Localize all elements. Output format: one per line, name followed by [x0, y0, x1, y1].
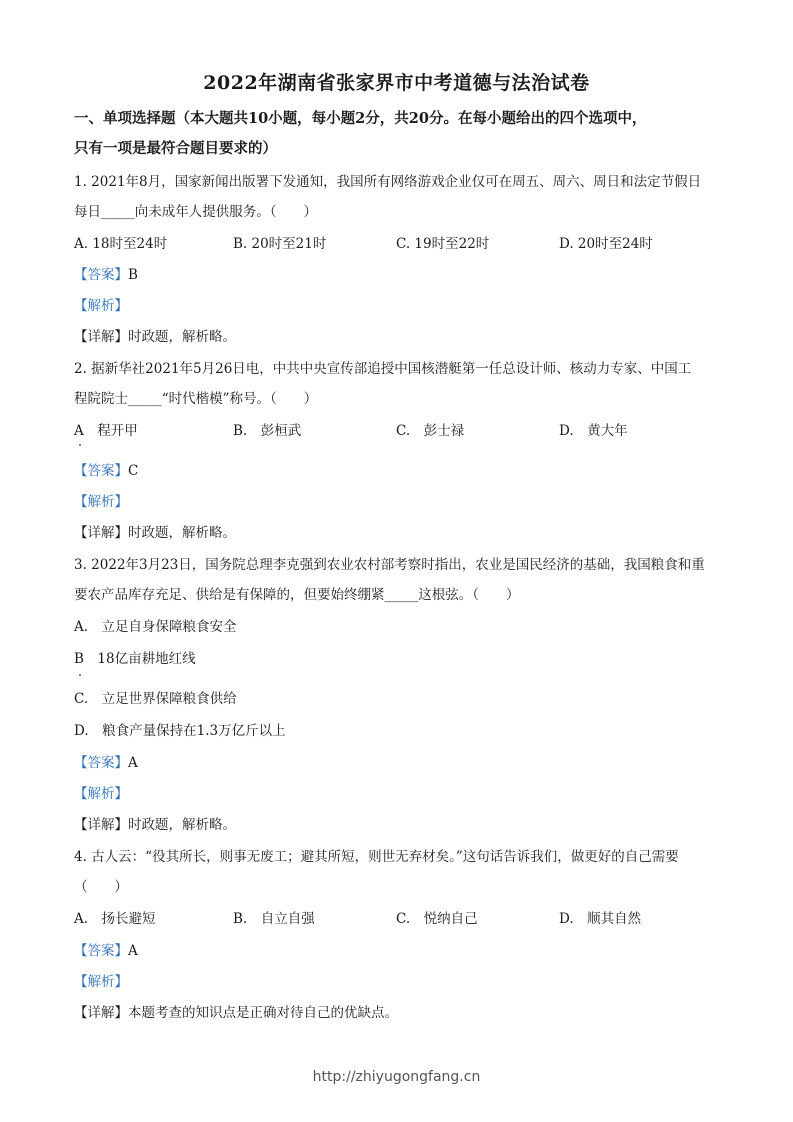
answer-label: 【答案】	[74, 267, 128, 283]
section-heading-line1: 一、单项选择题（本大题共10小题，每小题2分，共20分。在每小题给出的四个选项中，	[74, 110, 647, 127]
q2-answer	[74, 462, 138, 480]
scan-dot	[79, 674, 81, 676]
q3-option-a: A. 立足自身保障粮食安全	[74, 619, 237, 635]
q3-answer	[74, 754, 138, 772]
q1-stem-line2: 每日_____向未成年人提供服务。（ ）	[74, 204, 317, 220]
q1-stem-line1: 1. 2021年8月，国家新闻出版署下发通知，我国所有网络游戏企业仅可在周五、周六、周日和法定节假日	[74, 174, 702, 190]
q1-option-b: B. 20时至21时	[233, 236, 327, 252]
analysis-label: 【解析】	[74, 298, 128, 314]
q4-option-b: B. 自立自强	[233, 911, 315, 927]
q4-detail-text: 本题考查的知识点是正确对待自己的优缺点。	[128, 1005, 398, 1021]
q2-detail-text: 时政题，解析略。	[128, 525, 236, 541]
q3-stem-line1: 3. 2022年3月23日，国务院总理李克强到农业农村部考察时指出，农业是国民经济的基础，我国粮食和重	[74, 557, 705, 573]
scan-dot	[79, 444, 81, 446]
q3-analysis	[74, 785, 128, 803]
q1-option-d: D. 20时至24时	[559, 236, 653, 252]
q4-analysis	[74, 973, 128, 991]
q3-option-b: B 18亿亩耕地红线	[74, 651, 196, 667]
q1-option-c: C. 19时至22时	[396, 236, 490, 252]
detail-label: 【详解】	[74, 329, 128, 345]
q2-option-c: C. 彭士禄	[396, 423, 465, 439]
q2-analysis	[74, 493, 128, 511]
q2-stem-line2: 程院院士_____“时代楷模”称号。（ ）	[74, 391, 318, 407]
detail-label: 【详解】	[74, 1005, 128, 1021]
q3-answer-value: A	[128, 755, 138, 771]
analysis-label: 【解析】	[74, 974, 128, 990]
q2-option-b: B. 彭桓武	[233, 423, 302, 439]
q4-option-d: D. 顺其自然	[559, 911, 642, 927]
q3-detail	[74, 816, 236, 834]
q1-detail	[74, 328, 236, 346]
q1-answer-value: B	[128, 267, 138, 283]
q4-answer-value: A	[128, 943, 138, 959]
q4-stem-line1: 4. 古人云：“役其所长，则事无废工；避其所短，则世无弃材矣。”这句话告诉我们，做更好的自己需要	[74, 849, 679, 865]
detail-label: 【详解】	[74, 525, 128, 541]
q1-answer	[74, 266, 138, 284]
q4-answer	[74, 942, 138, 960]
q4-option-c: C. 悦纳自己	[396, 911, 478, 927]
answer-label: 【答案】	[74, 463, 128, 479]
analysis-label: 【解析】	[74, 494, 128, 510]
section-heading-line2: 只有一项是最符合题目要求的）	[74, 140, 277, 157]
analysis-label: 【解析】	[74, 786, 128, 802]
document-title: 2022年湖南省张家界市中考道德与法治试卷	[203, 72, 590, 94]
q2-answer-value: C	[128, 463, 139, 479]
q4-option-a: A. 扬长避短	[74, 911, 156, 927]
q4-stem-line2: （ ）	[74, 879, 128, 895]
q2-stem-line1: 2. 据新华社2021年5月26日电，中共中央宣传部追授中国核潜艇第一任总设计师、核动力专家、中国工	[74, 361, 692, 377]
footer-url[interactable]: http://zhiyugongfang.cn	[312, 1069, 481, 1085]
q2-option-a: A 程开甲	[74, 423, 138, 439]
q4-detail	[74, 1004, 398, 1022]
detail-label: 【详解】	[74, 817, 128, 833]
q3-detail-text: 时政题，解析略。	[128, 817, 236, 833]
q1-detail-text: 时政题，解析略。	[128, 329, 236, 345]
q3-stem-line2: 要农产品库存充足、供给是有保障的，但要始终绷紧_____这根弦。（ ）	[74, 587, 520, 603]
q1-analysis	[74, 297, 128, 315]
q2-option-d: D. 黄大年	[559, 423, 628, 439]
q1-option-a: A. 18时至24时	[74, 236, 168, 252]
answer-label: 【答案】	[74, 755, 128, 771]
q3-option-d: D. 粮食产量保持在1.3万亿斤以上	[74, 723, 286, 739]
q3-option-c: C. 立足世界保障粮食供给	[74, 691, 237, 707]
answer-label: 【答案】	[74, 943, 128, 959]
q2-detail	[74, 524, 236, 542]
